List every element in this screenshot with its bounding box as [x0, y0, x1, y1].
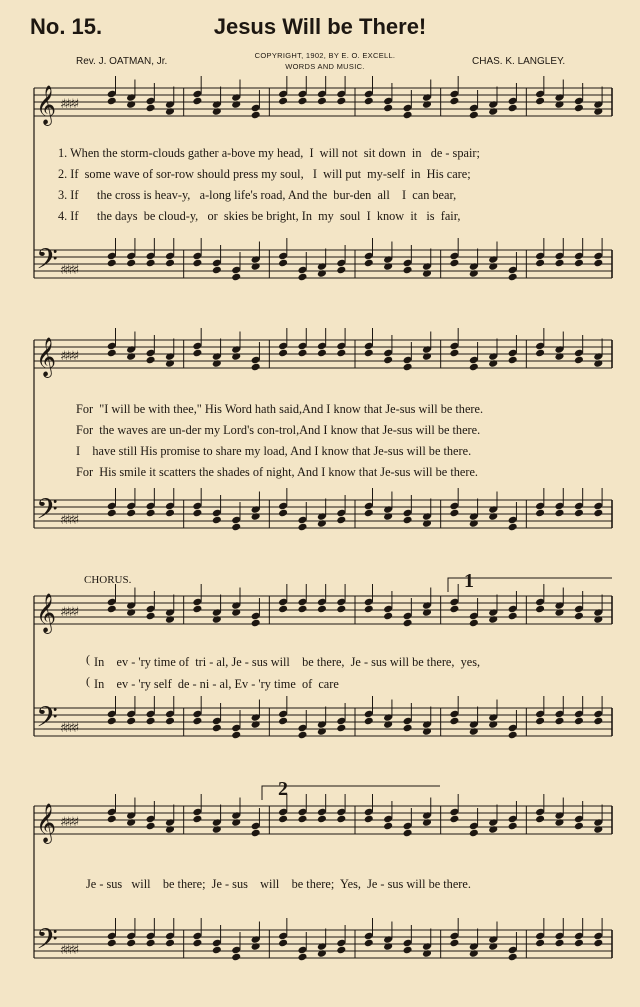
verse-4-line-b: For His smile it scatters the shades of night, And I know that Je-sus will be there.	[76, 465, 478, 479]
system-3-bass-notes-1	[192, 696, 260, 739]
system-1-bass-key: ♯♯♯♯	[60, 263, 78, 278]
system-3-treble-notes-4	[449, 584, 517, 627]
system-1-treble-notes-4	[449, 76, 517, 119]
hymn-number: No. 15.	[30, 14, 103, 39]
system-4-treble-clef: 𝄞	[36, 803, 57, 843]
system-1-treble-notes-1	[192, 76, 260, 119]
verse-2-line-b: For the waves are un-der my Lord's con-trol,And I know that Je-sus will be there.	[76, 423, 481, 437]
system-1-bass-notes-1	[192, 238, 260, 281]
system-3-bass-notes-5	[535, 696, 603, 725]
system-4-treble-notes-5	[535, 794, 603, 834]
system-3-bass-key: ♯♯♯♯	[60, 721, 78, 736]
composer-credit: CHAS. K. LANGLEY.	[472, 56, 566, 67]
final-lyric-line: Je - sus will be there; Je - sus will be there; Yes, Je - sus will be there.	[86, 877, 471, 891]
system-4-treble-notes-2	[278, 794, 346, 823]
system-3-treble-notes-2	[278, 584, 346, 613]
system-4-treble-notes-4	[449, 794, 517, 837]
system-4-treble-notes-0	[107, 794, 175, 834]
system-2-bass-notes-2	[278, 488, 346, 531]
system-4-treble-key: ♯♯♯♯	[60, 815, 78, 830]
system-1-treble-key: ♯♯♯♯	[60, 97, 78, 112]
system-2-treble-notes-4	[449, 328, 517, 371]
system-3-treble-notes-1	[192, 584, 260, 627]
author-credit: Rev. J. OATMAN, Jr.	[76, 56, 168, 67]
system-2-treble-key: ♯♯♯♯	[60, 349, 78, 364]
system-1-treble-notes-0	[107, 76, 175, 116]
first-ending-number: 1	[464, 570, 474, 592]
system-2-bass-notes-1	[192, 488, 260, 531]
system-1-treble-notes-5	[535, 76, 603, 116]
verse-1-line-a: 1. When the storm-clouds gather a-bove my head, I will not sit down in de - spair;	[58, 146, 480, 160]
copyright-subline: WORDS AND MUSIC.	[285, 62, 365, 71]
system-1-bass-notes-0	[107, 238, 175, 267]
chorus-label: CHORUS.	[84, 574, 132, 586]
system-3-bass-notes-4	[449, 696, 517, 739]
system-4-bass-notes-3	[364, 918, 432, 958]
system-4-bass-clef: 𝄢	[36, 923, 58, 963]
hymn-title: Jesus Will be There!	[213, 14, 427, 39]
system-1-bass-notes-4	[449, 238, 517, 281]
system-2-treble-notes-0	[107, 328, 175, 368]
system-4-bass-notes-1	[192, 918, 260, 961]
verse-2-line-a: 2. If some wave of sor-row should press my soul, I will put my-self in His care;	[58, 167, 471, 181]
system-2-bass-notes-0	[107, 488, 175, 517]
system-2-treble-notes-2	[278, 328, 346, 357]
system-2-treble-notes-5	[535, 328, 603, 368]
system-2-bass-clef: 𝄢	[36, 493, 58, 533]
system-2-treble-clef: 𝄞	[36, 337, 57, 377]
system-1-treble-notes-2	[278, 76, 346, 105]
system-4-treble-notes-3	[364, 794, 432, 837]
system-2-bass-notes-5	[535, 488, 603, 517]
system-4-bass-key: ♯♯♯♯	[60, 943, 78, 958]
lyric-brace-open: (	[86, 652, 90, 666]
system-3-bass-notes-3	[364, 696, 432, 736]
system-4-bass-notes-0	[107, 918, 175, 947]
system-2-bass-notes-3	[364, 488, 432, 528]
system-3-treble-notes-5	[535, 584, 603, 624]
system-4-bass-notes-2	[278, 918, 346, 961]
chorus-line-2: In ev - 'ry self de - ni - al, Ev - 'ry time of care	[94, 677, 339, 691]
second-ending-number: 2	[278, 778, 288, 800]
verse-3-line-b: I have still His promise to share my load, And I know that Je-sus will be there.	[76, 444, 472, 458]
system-4-bass-notes-4	[449, 918, 517, 961]
verse-3-line-a: 3. If the cross is heav-y, a-long life's road, And the bur-den all I can bear,	[58, 188, 457, 202]
system-2-treble-notes-1	[192, 328, 260, 371]
system-1-treble-clef: 𝄞	[36, 85, 57, 125]
system-1-treble-notes-3	[364, 76, 432, 119]
verse-4-line-a: 4. If the days be cloud-y, or skies be bright, In my soul I know it is fair,	[58, 209, 461, 223]
system-3-treble-clef: 𝄞	[36, 593, 57, 633]
chorus-line-1: In ev - 'ry time of tri - al, Je - sus will be there, Je - sus will be there, yes,	[94, 655, 481, 669]
system-1-bass-notes-5	[535, 238, 603, 267]
system-3-bass-clef: 𝄢	[36, 701, 58, 741]
system-1-bass-notes-3	[364, 238, 432, 278]
lyric-brace-close: (	[86, 674, 90, 688]
system-3-treble-notes-3	[364, 584, 432, 627]
system-3-treble-notes-0	[107, 584, 175, 624]
system-1-bass-notes-2	[278, 238, 346, 281]
system-1-bass-clef: 𝄢	[36, 243, 58, 283]
system-3-bass-notes-2	[278, 696, 346, 739]
system-2-treble-notes-3	[364, 328, 432, 371]
system-4-bass-notes-5	[535, 918, 603, 947]
system-3-bass-notes-0	[107, 696, 175, 725]
system-3-treble-key: ♯♯♯♯	[60, 605, 78, 620]
system-4-treble-notes-1	[192, 794, 260, 837]
verse-1-line-b: For "I will be with thee," His Word hath said,And I know that Je-sus will be there.	[76, 402, 484, 416]
system-2-bass-notes-4	[449, 488, 517, 531]
system-2-bass-key: ♯♯♯♯	[60, 513, 78, 528]
copyright-line: COPYRIGHT, 1902, BY E. O. EXCELL.	[254, 51, 396, 60]
second-ending-bracket	[262, 786, 440, 800]
